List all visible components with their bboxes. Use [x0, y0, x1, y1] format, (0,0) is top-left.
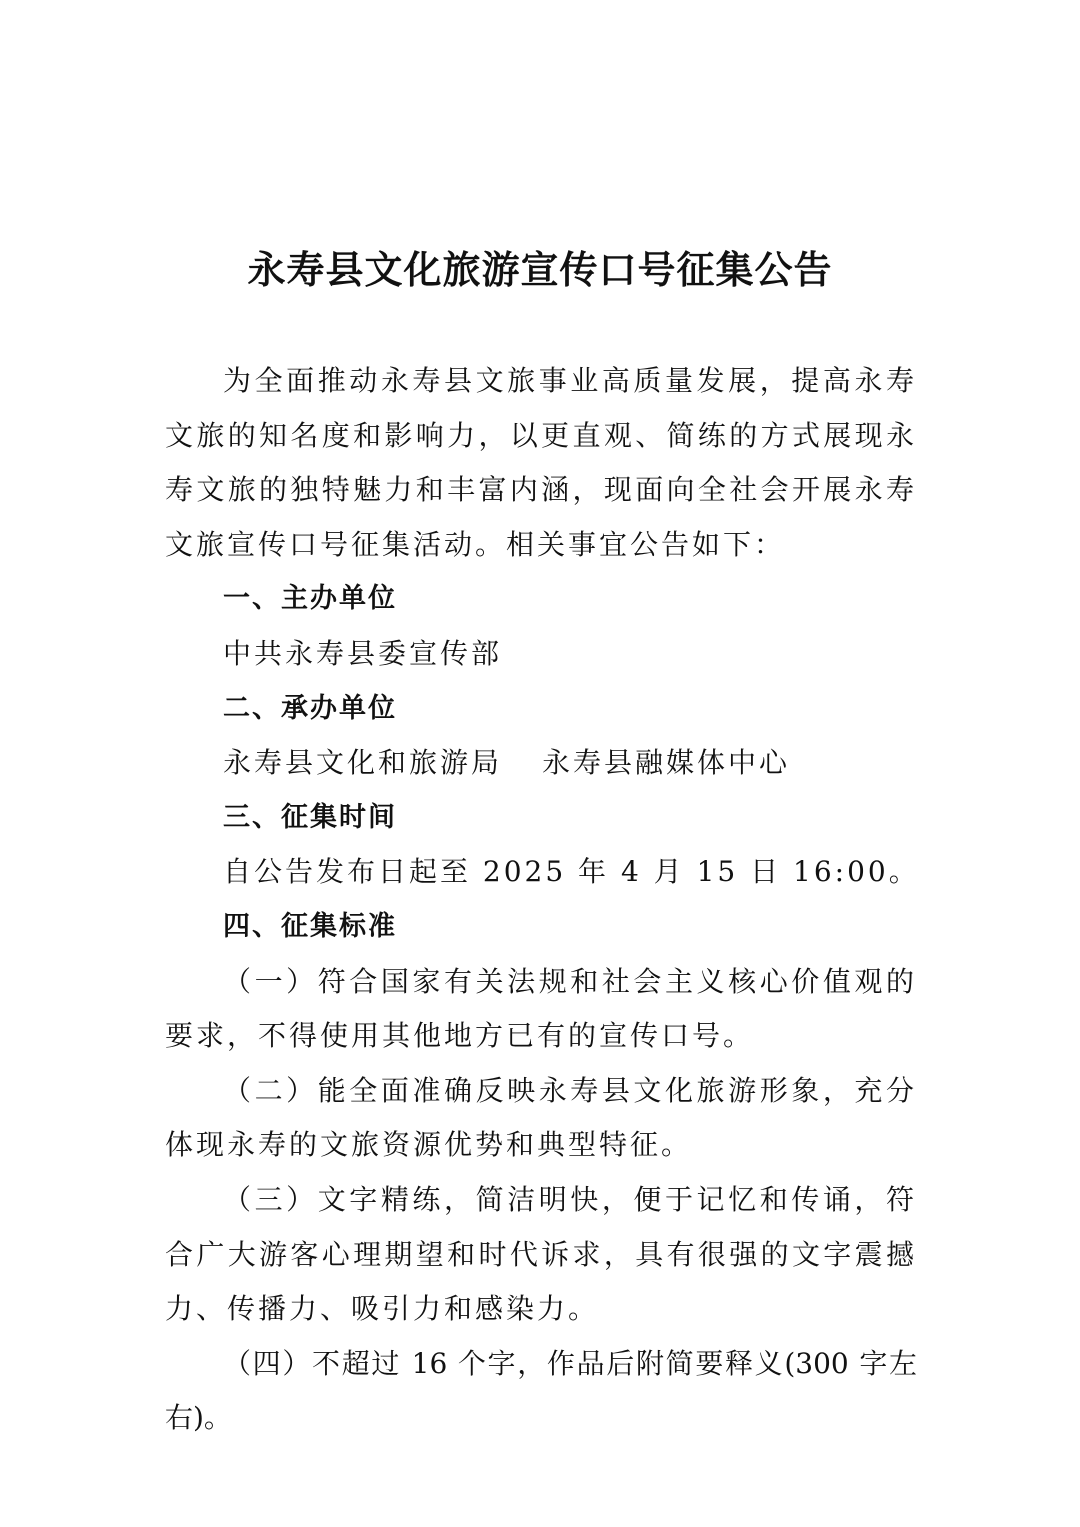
collection-time-text: 自公告发布日起至 2025 年 4 月 15 日 16:00。	[223, 855, 920, 889]
co-organizer-media-center: 永寿县融媒体中心	[542, 746, 791, 780]
document-title: 永寿县文化旅游宣传口号征集公告	[247, 248, 833, 292]
section-heading-co-organizer: 二、承办单位	[223, 692, 397, 724]
co-organizer-culture-tourism-bureau: 永寿县文化和旅游局	[223, 746, 503, 780]
criteria-item-4: （四）不超过 16 个字，作品后附简要释义(300 字左右)。	[165, 1346, 917, 1435]
co-organizer-names	[165, 736, 917, 791]
criteria-item-1: （一）符合国家有关法规和社会主义核心价值观的要求，不得使用其他地方已有的宣传口号。	[165, 964, 917, 1053]
organizer-name: 中共永寿县委宣传部	[223, 636, 503, 670]
criteria-item-2: （二）能全面准确反映永寿县文化旅游形象，充分体现永寿的文旅资源优势和典型特征。	[165, 1073, 917, 1162]
section-heading-organizer: 一、主办单位	[223, 583, 397, 615]
criteria-item-3: （三）文字精练，简洁明快，便于记忆和传诵，符合广大游客心理期望和时代诉求，具有很强的文字震撼力、传播力、吸引力和感染力。	[165, 1182, 917, 1326]
section-heading-collection-time: 三、征集时间	[223, 801, 397, 833]
document-body	[165, 354, 920, 1446]
section-heading-criteria: 四、征集标准	[223, 910, 397, 942]
intro-paragraph: 为全面推动永寿县文旅事业高质量发展，提高永寿文旅的知名度和影响力，以更直观、简练的方式展现永寿文旅的独特魅力和丰富内涵，现面向全社会开展永寿文旅宣传口号征集活动。相关事宜公告如下：	[165, 364, 917, 561]
